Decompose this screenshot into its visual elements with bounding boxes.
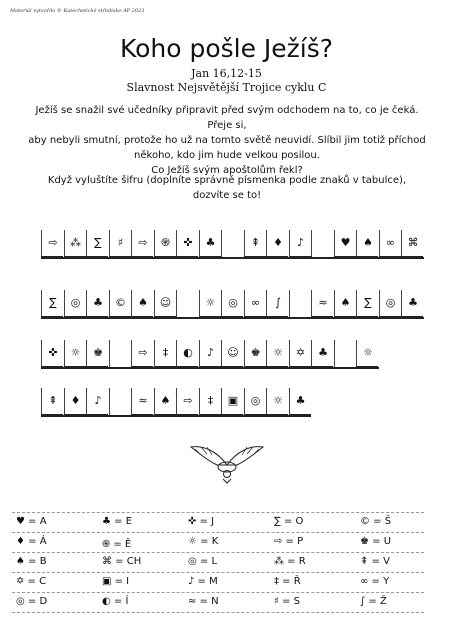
cipher-cell[interactable] <box>64 230 86 257</box>
cipher-cell[interactable] <box>64 340 86 367</box>
row-underline <box>41 415 311 417</box>
legend-entry: ∑ = O <box>274 516 304 527</box>
cipher-symbol: ∞ <box>385 236 396 249</box>
row-underline <box>41 367 379 369</box>
cipher-cell[interactable] <box>244 230 266 257</box>
cipher-cell[interactable] <box>41 230 63 257</box>
cipher-symbol: ⇨ <box>48 236 58 249</box>
row-underline <box>41 317 424 319</box>
word-gap <box>221 230 243 257</box>
cipher-cell[interactable] <box>109 230 131 257</box>
cipher-symbol: ♣ <box>93 296 103 309</box>
cipher-cell[interactable] <box>401 290 423 317</box>
cipher-cell[interactable] <box>176 388 198 415</box>
cipher-symbol: ♚ <box>250 346 261 359</box>
cipher-cell[interactable] <box>379 290 401 317</box>
cipher-cell[interactable] <box>176 230 198 257</box>
legend-entry: ⁂ = R <box>274 556 306 567</box>
intro-line: někoho, kdo jim hude velkou posilou. <box>134 150 320 161</box>
legend-row <box>12 552 424 573</box>
legend-entry: ✡ = C <box>16 576 47 587</box>
cipher-symbol: ♪ <box>206 346 215 359</box>
cipher-cell[interactable] <box>244 290 266 317</box>
legend-entry: ⌘ = CH <box>102 556 142 567</box>
cipher-symbol: ♣ <box>408 296 418 309</box>
cipher-cell[interactable] <box>154 290 176 317</box>
intro-line: Co Ježíš svým apoštolům řekl? <box>151 165 303 176</box>
cipher-symbol: ◎ <box>70 296 81 309</box>
cipher-symbol: ♣ <box>295 394 306 407</box>
cipher-symbol: ∑ <box>49 296 57 309</box>
cipher-cell[interactable] <box>244 340 266 367</box>
cipher-symbol: ☼ <box>205 296 216 309</box>
cipher-symbol: © <box>115 296 126 309</box>
cipher-symbol: ◎ <box>385 296 396 309</box>
cipher-cell[interactable] <box>221 388 243 415</box>
cipher-symbol: ✡ <box>295 346 306 359</box>
cipher-symbol: ♠ <box>138 296 148 309</box>
cipher-cell[interactable] <box>86 290 108 317</box>
page-title: Koho pošle Ježíš? <box>119 34 334 63</box>
cipher-symbol: ⇨ <box>183 394 193 407</box>
instruction-line: Když vyluštíte šifru (doplníte správně písmenka podle znaků v tabulce), <box>47 175 407 186</box>
cipher-cell[interactable] <box>289 388 311 415</box>
cipher-symbol: ▣ <box>227 394 239 407</box>
cipher-symbol: ♣ <box>318 346 328 359</box>
cipher-symbol: ♠ <box>340 296 351 309</box>
cipher-symbol: ♪ <box>296 236 305 249</box>
cipher-cell[interactable] <box>221 340 243 367</box>
cipher-cell[interactable] <box>154 230 176 257</box>
cipher-symbol: ♥ <box>340 236 351 249</box>
cipher-symbol: ◎ <box>250 394 261 407</box>
cipher-symbol: ∑ <box>364 296 372 309</box>
legend-entry: ≈ = N <box>188 596 219 607</box>
cipher-cell[interactable] <box>41 388 63 415</box>
legend-entry: ▣ = I <box>102 576 130 587</box>
cipher-cell[interactable] <box>86 388 108 415</box>
cipher-symbol: ◎ <box>228 296 238 309</box>
cipher-cell[interactable] <box>334 290 356 317</box>
cipher-symbol: ∞ <box>250 296 261 309</box>
cipher-cell[interactable] <box>356 340 378 367</box>
legend-row <box>12 532 424 553</box>
legend-entry: ◎ = L <box>188 556 218 567</box>
cipher-cell[interactable] <box>199 388 221 415</box>
legend-entry: ✜ = J <box>188 516 215 527</box>
legend-entry: ♚ = U <box>360 536 392 547</box>
cipher-symbol: ⇨ <box>138 346 148 359</box>
intro-text <box>26 103 428 178</box>
cipher-cell[interactable] <box>334 230 356 257</box>
cipher-symbol: ≈ <box>318 296 328 309</box>
cipher-cell[interactable] <box>64 388 86 415</box>
cipher-symbol: ⇞ <box>48 394 58 407</box>
word-gap <box>176 290 198 317</box>
cipher-cell[interactable] <box>154 340 176 367</box>
cipher-cell[interactable] <box>356 230 378 257</box>
word-gap <box>109 340 131 367</box>
cipher-symbol: ♚ <box>93 346 103 359</box>
legend-entry: ♣ = E <box>102 516 133 527</box>
cipher-cell[interactable] <box>266 290 288 317</box>
cipher-symbol: ♠ <box>363 236 373 249</box>
cipher-symbol: ◐ <box>183 346 193 359</box>
cipher-cell[interactable] <box>244 388 266 415</box>
dove-icon <box>187 441 267 485</box>
cipher-symbol: ☺ <box>227 346 239 359</box>
instruction-line: dozvíte se to! <box>192 190 262 201</box>
cipher-cell[interactable] <box>86 230 108 257</box>
legend-entry: ⇨ = P <box>274 536 304 547</box>
legend-bottom-border <box>12 612 424 613</box>
cipher-symbol: ☼ <box>273 394 283 407</box>
legend-entry: ♦ = Á <box>16 536 47 547</box>
legend-entry: ⇞ = V <box>360 556 390 567</box>
cipher-cell[interactable] <box>199 340 221 367</box>
cipher-cell[interactable] <box>131 340 153 367</box>
cipher-symbol: ☺ <box>159 296 172 309</box>
cipher-cell[interactable] <box>109 290 131 317</box>
cipher-symbol: ♣ <box>205 236 216 249</box>
cipher-symbol: ⇞ <box>250 236 261 249</box>
instructions-text <box>26 173 428 203</box>
cipher-cell[interactable] <box>379 230 401 257</box>
legend-entry: ∫ = Ž <box>360 596 387 607</box>
cipher-cell[interactable] <box>86 340 108 367</box>
cipher-symbol: ♦ <box>70 394 81 407</box>
legend-entry: © = Š <box>360 516 392 527</box>
cipher-cell[interactable] <box>199 290 221 317</box>
cipher-cell[interactable] <box>176 340 198 367</box>
cipher-symbol: ♦ <box>273 236 283 249</box>
legend-entry: ♯ = S <box>274 596 300 607</box>
cipher-cell[interactable] <box>266 340 288 367</box>
cipher-symbol: ‡ <box>162 346 169 359</box>
legend-entry: ‡ = Ř <box>274 576 301 587</box>
legend-entry: ∞ = Y <box>360 576 390 587</box>
cipher-cell[interactable] <box>221 290 243 317</box>
cipher-symbol: ֍ <box>161 236 170 249</box>
cipher-symbol: ☼ <box>363 346 373 359</box>
cipher-cell[interactable] <box>131 290 153 317</box>
cipher-cell[interactable] <box>289 230 311 257</box>
legend-entry: ֍ = Ě <box>102 539 132 550</box>
copyright-header: Materiál vytvořilo © Katechetické středisko AP 2023 <box>10 8 145 14</box>
cipher-symbol: ‡ <box>207 394 214 407</box>
intro-line: Ježíš se snažil své učedníky připravit před svým odchodem na to, co je čeká. Přeje si, <box>35 105 419 131</box>
cipher-cell[interactable] <box>41 340 63 367</box>
cipher-cell[interactable] <box>41 290 63 317</box>
cipher-cell[interactable] <box>356 290 378 317</box>
cipher-symbol: ♯ <box>117 236 124 249</box>
cipher-cell[interactable] <box>289 340 311 367</box>
word-gap <box>311 230 333 257</box>
cipher-cell[interactable] <box>266 388 288 415</box>
puzzle-row <box>0 290 453 320</box>
cipher-symbol: ☼ <box>273 346 283 359</box>
cipher-symbol: ✜ <box>48 346 58 359</box>
legend-entry: ♪ = M <box>188 576 218 587</box>
cipher-cell[interactable] <box>401 230 423 257</box>
legend-row <box>12 592 424 613</box>
legend-row <box>12 572 424 593</box>
legend-entry: ◎ = D <box>16 596 48 607</box>
cipher-cell[interactable] <box>131 230 153 257</box>
cipher-symbol: ✜ <box>183 236 193 249</box>
legend-entry: ♥ = A <box>16 516 47 527</box>
feast-subtitle: Slavnost Nejsvětější Trojice cyklu C <box>126 81 327 94</box>
cipher-symbol: ☼ <box>70 346 81 359</box>
cipher-cell[interactable] <box>266 230 288 257</box>
cipher-symbol: ∫ <box>275 296 281 309</box>
legend-row <box>12 512 424 533</box>
cipher-symbol: ⇨ <box>138 236 148 249</box>
legend-entry: ◐ = Í <box>102 596 129 607</box>
cipher-cell[interactable] <box>311 290 333 317</box>
cipher-symbol: ♪ <box>94 394 102 407</box>
cipher-symbol: ⌘ <box>407 236 419 249</box>
cipher-symbol: ∑ <box>94 236 102 249</box>
cipher-symbol: ≈ <box>138 394 148 407</box>
word-gap <box>289 290 311 317</box>
cipher-cell[interactable] <box>311 340 333 367</box>
cipher-symbol: ♠ <box>160 394 171 407</box>
puzzle-row <box>0 340 453 370</box>
bible-reference: Jan 16,12-15 <box>191 67 262 80</box>
cipher-cell[interactable] <box>131 388 153 415</box>
word-gap <box>109 388 131 415</box>
puzzle-row <box>0 388 453 418</box>
puzzle-row <box>0 230 453 260</box>
row-underline <box>41 257 424 259</box>
intro-line: aby nebyli smutní, protože ho už na tomto světě neuvidí. Slíbil jim totiž příchod <box>28 135 426 146</box>
cipher-cell[interactable] <box>154 388 176 415</box>
cipher-symbol: ⁂ <box>70 236 81 249</box>
legend-entry: ♠ = B <box>16 556 47 567</box>
cipher-cell[interactable] <box>199 230 221 257</box>
cipher-cell[interactable] <box>64 290 86 317</box>
word-gap <box>334 340 356 367</box>
legend-entry: ☼ = K <box>188 536 219 547</box>
